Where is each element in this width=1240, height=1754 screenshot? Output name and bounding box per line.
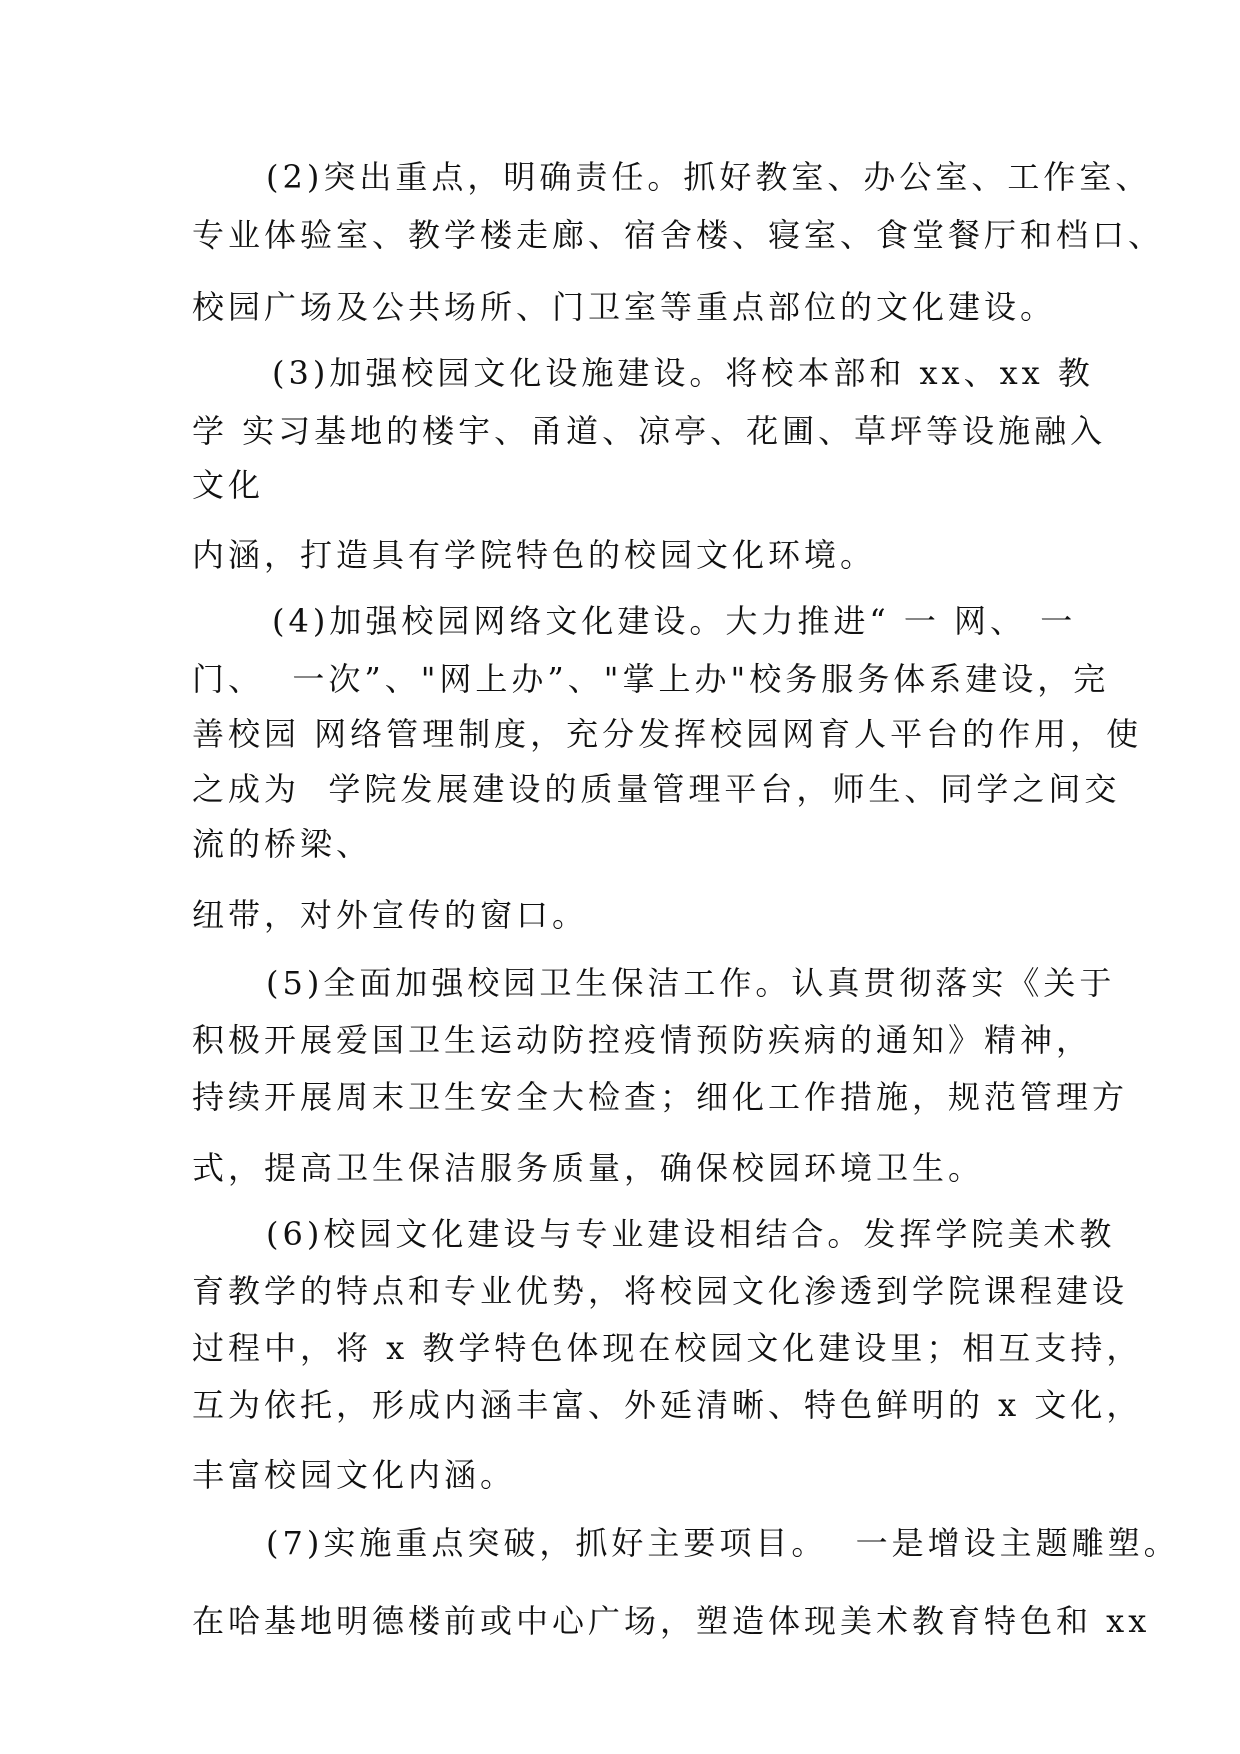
text-line: (6)校园文化建设与专业建设相结合。发挥学院美术教	[266, 1215, 1116, 1253]
text-line: 专业体验室、教学楼走廊、宿舍楼、寝室、食堂餐厅和档口、	[192, 216, 1165, 254]
text-line: (5)全面加强校园卫生保洁工作。认真贯彻落实《关于	[266, 964, 1116, 1002]
text-line: 之成为 学院发展建设的质量管理平台，师生、同学之间交	[192, 770, 1121, 808]
text-line: (7)实施重点突破，抓好主要项目。 一是增设主题雕塑。	[266, 1524, 1180, 1562]
text-line: 式，提高卫生保洁服务质量，确保校园环境卫生。	[192, 1149, 985, 1187]
text-line: 过程中，将 x 教学特色体现在校园文化建设里；相互支持，	[192, 1329, 1143, 1367]
text-line: 纽带，对外宣传的窗口。	[192, 896, 589, 934]
text-line: 丰富校园文化内涵。	[192, 1456, 517, 1494]
text-line: (3)加强校园文化设施建设。将校本部和 xx、xx 教	[272, 354, 1094, 392]
text-line: 在哈基地明德楼前或中心广场，塑造体现美术教育特色和 xx	[192, 1602, 1151, 1640]
text-line: 育教学的特点和专业优势，将校园文化渗透到学院课程建设	[192, 1272, 1129, 1310]
text-line: 善校园 网络管理制度，充分发挥校园网育人平台的作用，使	[192, 715, 1143, 753]
text-line: (4)加强校园网络文化建设。大力推进“ 一 网、 一	[272, 602, 1077, 640]
text-line: 互为依托，形成内涵丰富、外延清晰、特色鲜明的 x 文化，	[192, 1386, 1143, 1424]
text-line: 内涵，打造具有学院特色的校园文化环境。	[192, 536, 877, 574]
text-line: 门、 一次”、"网上办”、"掌上办"校务服务体系建设，完	[192, 660, 1110, 698]
text-line: 学 实习基地的楼宇、甬道、凉亭、花圃、草坪等设施融入	[192, 412, 1107, 450]
text-line: 积极开展爱国卫生运动防控疫情预防疾病的通知》精神，	[192, 1021, 1093, 1059]
text-line: 校园广场及公共场所、门卫室等重点部位的文化建设。	[192, 288, 1057, 326]
text-line: (2)突出重点，明确责任。抓好教室、办公室、工作室、	[266, 158, 1152, 196]
text-line: 流的桥梁、	[192, 825, 373, 863]
text-line: 文化	[192, 466, 265, 504]
text-line: 持续开展周末卫生安全大检查；细化工作措施，规范管理方	[192, 1078, 1129, 1116]
